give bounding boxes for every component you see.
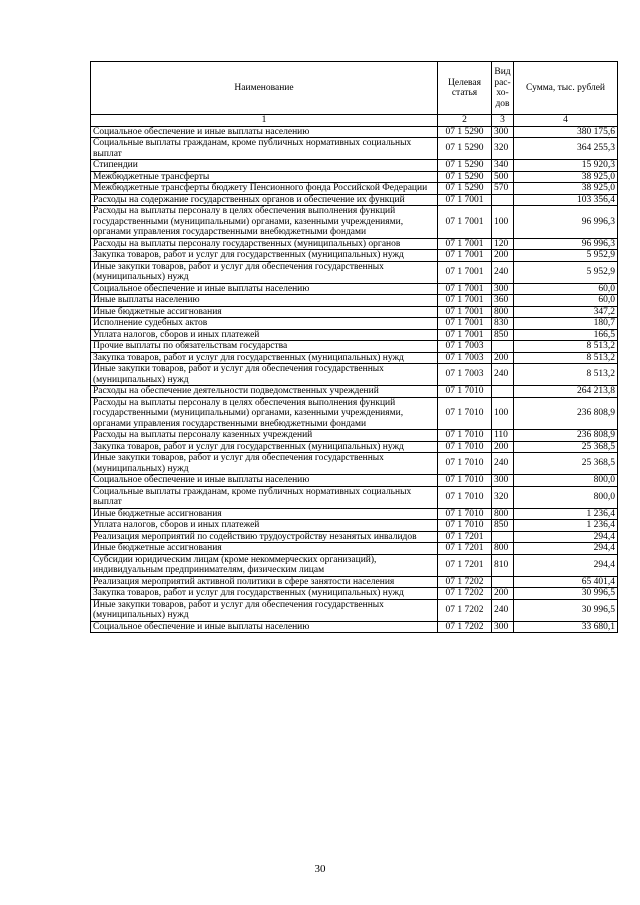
row-name: Иные закупки товаров, работ и услуг для обеспечения государственных (муниципальных) нужд: [91, 599, 438, 621]
table-row: [91, 588, 618, 600]
row-sum: 25 368,5: [514, 453, 618, 475]
row-target-code: 07 1 7010: [438, 475, 492, 487]
row-target-code: 07 1 5290: [438, 138, 492, 160]
row-target-code: 07 1 5290: [438, 183, 492, 195]
table-row: [91, 621, 618, 633]
row-expense-kind: 800: [492, 508, 514, 520]
row-sum: 380 175,6: [514, 126, 618, 138]
column-number: 4: [514, 115, 618, 127]
row-expense-kind: 340: [492, 160, 514, 172]
row-target-code: 07 1 7010: [438, 397, 492, 430]
row-expense-kind: 300: [492, 283, 514, 295]
row-sum: 294,4: [514, 554, 618, 576]
row-expense-kind: 320: [492, 138, 514, 160]
row-name: Иные закупки товаров, работ и услуг для обеспечения государственных (муниципальных) нужд: [91, 364, 438, 386]
row-target-code: 07 1 7003: [438, 364, 492, 386]
row-target-code: 07 1 7003: [438, 352, 492, 364]
row-target-code: 07 1 7010: [438, 386, 492, 398]
row-target-code: 07 1 7001: [438, 295, 492, 307]
row-expense-kind: 200: [492, 441, 514, 453]
row-target-code: 07 1 5290: [438, 171, 492, 183]
row-name: Социальное обеспечение и иные выплаты населению: [91, 475, 438, 487]
row-expense-kind: 570: [492, 183, 514, 195]
row-name: Реализация мероприятий по содействию трудоустройству незанятых инвалидов: [91, 531, 438, 543]
row-sum: 38 925,0: [514, 183, 618, 195]
row-sum: 800,0: [514, 486, 618, 508]
row-sum: 60,0: [514, 283, 618, 295]
row-expense-kind: [492, 531, 514, 543]
table-row: [91, 441, 618, 453]
row-sum: 96 996,3: [514, 238, 618, 250]
row-target-code: 07 1 7001: [438, 261, 492, 283]
row-name: Закупка товаров, работ и услуг для государственных (муниципальных) нужд: [91, 250, 438, 262]
row-sum: 5 952,9: [514, 261, 618, 283]
table-row: [91, 318, 618, 330]
table-row: [91, 386, 618, 398]
row-sum: 800,0: [514, 475, 618, 487]
row-expense-kind: 240: [492, 599, 514, 621]
row-sum: 8 513,2: [514, 341, 618, 353]
row-name: Межбюджетные трансферты: [91, 171, 438, 183]
table-row: [91, 453, 618, 475]
table-row: [91, 261, 618, 283]
table-row: [91, 531, 618, 543]
row-expense-kind: 850: [492, 520, 514, 532]
row-target-code: 07 1 7001: [438, 206, 492, 239]
row-target-code: 07 1 7001: [438, 329, 492, 341]
row-expense-kind: [492, 341, 514, 353]
row-target-code: 07 1 7001: [438, 250, 492, 262]
header-kind: Вид рас- хо- дов: [492, 62, 514, 115]
row-expense-kind: 120: [492, 238, 514, 250]
table-row: [91, 138, 618, 160]
row-target-code: 07 1 7010: [438, 508, 492, 520]
row-target-code: 07 1 5290: [438, 160, 492, 172]
row-sum: 33 680,1: [514, 621, 618, 633]
column-number: 3: [492, 115, 514, 127]
row-name: Закупка товаров, работ и услуг для государственных (муниципальных) нужд: [91, 441, 438, 453]
row-name: Реализация мероприятий активной политики в сфере занятости населения: [91, 576, 438, 588]
row-name: Расходы на выплаты персоналу в целях обеспечения выполнения функций государственными (муниципальными) органами, казенными учреждениями, органами управления государственными внебюджетными фондами: [91, 397, 438, 430]
table-row: [91, 283, 618, 295]
row-name: Иные бюджетные ассигнования: [91, 543, 438, 555]
table-row: [91, 238, 618, 250]
table-row: [91, 599, 618, 621]
table-row: [91, 329, 618, 341]
row-name: Субсидии юридическим лицам (кроме некоммерческих организаций), индивидуальным предпринимателям, физическим лицам: [91, 554, 438, 576]
row-sum: 8 513,2: [514, 352, 618, 364]
row-expense-kind: 300: [492, 621, 514, 633]
table-row: [91, 250, 618, 262]
row-sum: 30 996,5: [514, 588, 618, 600]
row-expense-kind: 800: [492, 543, 514, 555]
row-sum: 236 808,9: [514, 430, 618, 442]
row-target-code: 07 1 7202: [438, 599, 492, 621]
row-target-code: 07 1 7201: [438, 531, 492, 543]
row-expense-kind: 110: [492, 430, 514, 442]
column-number: 1: [91, 115, 438, 127]
row-target-code: 07 1 7001: [438, 306, 492, 318]
row-name: Иные закупки товаров, работ и услуг для обеспечения государственных (муниципальных) нужд: [91, 261, 438, 283]
table-row: [91, 430, 618, 442]
row-name: Социальное обеспечение и иные выплаты населению: [91, 621, 438, 633]
row-sum: 38 925,0: [514, 171, 618, 183]
table-row: [91, 171, 618, 183]
row-expense-kind: 300: [492, 126, 514, 138]
row-sum: 103 356,4: [514, 194, 618, 206]
table-row: [91, 352, 618, 364]
row-name: Расходы на выплаты персоналу казенных учреждений: [91, 430, 438, 442]
row-name: Социальное обеспечение и иные выплаты населению: [91, 126, 438, 138]
row-target-code: 07 1 7202: [438, 588, 492, 600]
row-name: Иные закупки товаров, работ и услуг для обеспечения государственных (муниципальных) нужд: [91, 453, 438, 475]
row-name: Расходы на выплаты персоналу государственных (муниципальных) органов: [91, 238, 438, 250]
row-target-code: 07 1 7202: [438, 576, 492, 588]
table-row: [91, 183, 618, 195]
table-row: [91, 160, 618, 172]
header-code: Целевая статья: [438, 62, 492, 115]
row-sum: 294,4: [514, 531, 618, 543]
header-name: Наименование: [91, 62, 438, 115]
column-number: 2: [438, 115, 492, 127]
table-row: [91, 508, 618, 520]
row-sum: 166,5: [514, 329, 618, 341]
row-target-code: 07 1 7003: [438, 341, 492, 353]
table-body: [91, 126, 618, 633]
table-row: [91, 397, 618, 430]
row-expense-kind: [492, 194, 514, 206]
row-sum: 180,7: [514, 318, 618, 330]
row-expense-kind: 100: [492, 397, 514, 430]
row-target-code: 07 1 7201: [438, 554, 492, 576]
row-sum: 364 255,3: [514, 138, 618, 160]
row-sum: 30 996,5: [514, 599, 618, 621]
row-target-code: 07 1 7010: [438, 486, 492, 508]
table-row: [91, 475, 618, 487]
budget-table: [90, 61, 618, 633]
row-target-code: 07 1 7010: [438, 441, 492, 453]
page-number: 30: [314, 863, 326, 875]
table-row: [91, 576, 618, 588]
row-name: Уплата налогов, сборов и иных платежей: [91, 520, 438, 532]
row-expense-kind: 500: [492, 171, 514, 183]
row-name: Иные выплаты населению: [91, 295, 438, 307]
row-sum: 1 236,4: [514, 520, 618, 532]
row-target-code: 07 1 7001: [438, 318, 492, 330]
table-row: [91, 194, 618, 206]
row-name: Иные бюджетные ассигнования: [91, 508, 438, 520]
row-target-code: 07 1 7001: [438, 283, 492, 295]
row-target-code: 07 1 7001: [438, 238, 492, 250]
row-name: Прочие выплаты по обязательствам государства: [91, 341, 438, 353]
row-expense-kind: [492, 386, 514, 398]
row-sum: 8 513,2: [514, 364, 618, 386]
row-expense-kind: 240: [492, 453, 514, 475]
table-row: [91, 364, 618, 386]
row-name: Иные бюджетные ассигнования: [91, 306, 438, 318]
row-sum: 236 808,9: [514, 397, 618, 430]
table-row: [91, 520, 618, 532]
row-expense-kind: 300: [492, 475, 514, 487]
table-row: [91, 126, 618, 138]
row-expense-kind: 100: [492, 206, 514, 239]
column-number-row: [91, 115, 618, 127]
row-target-code: 07 1 7010: [438, 453, 492, 475]
row-expense-kind: 850: [492, 329, 514, 341]
row-target-code: 07 1 7202: [438, 621, 492, 633]
row-expense-kind: 360: [492, 295, 514, 307]
row-name: Исполнение судебных актов: [91, 318, 438, 330]
row-target-code: 07 1 7201: [438, 543, 492, 555]
row-name: Расходы на содержание государственных органов и обеспечение их функций: [91, 194, 438, 206]
row-target-code: 07 1 7001: [438, 194, 492, 206]
table-row: [91, 554, 618, 576]
row-sum: 15 920,3: [514, 160, 618, 172]
table-row: [91, 295, 618, 307]
row-name: Социальное обеспечение и иные выплаты населению: [91, 283, 438, 295]
row-target-code: 07 1 5290: [438, 126, 492, 138]
row-name: Закупка товаров, работ и услуг для государственных (муниципальных) нужд: [91, 588, 438, 600]
row-sum: 65 401,4: [514, 576, 618, 588]
row-sum: 60,0: [514, 295, 618, 307]
row-sum: 294,4: [514, 543, 618, 555]
row-sum: 1 236,4: [514, 508, 618, 520]
row-name: Стипендии: [91, 160, 438, 172]
row-name: Уплата налогов, сборов и иных платежей: [91, 329, 438, 341]
row-name: Социальные выплаты гражданам, кроме публичных нормативных социальных выплат: [91, 486, 438, 508]
table-row: [91, 486, 618, 508]
header-row: [91, 62, 618, 115]
table-row: [91, 306, 618, 318]
table-row: [91, 543, 618, 555]
row-expense-kind: [492, 576, 514, 588]
row-expense-kind: 200: [492, 352, 514, 364]
table-row: [91, 341, 618, 353]
row-name: Межбюджетные трансферты бюджету Пенсионного фонда Российской Федерации: [91, 183, 438, 195]
row-name: Расходы на обеспечение деятельности подведомственных учреждений: [91, 386, 438, 398]
row-expense-kind: 810: [492, 554, 514, 576]
row-expense-kind: 800: [492, 306, 514, 318]
row-sum: 5 952,9: [514, 250, 618, 262]
header-sum: Сумма, тыс. рублей: [514, 62, 618, 115]
row-sum: 347,2: [514, 306, 618, 318]
row-expense-kind: 200: [492, 250, 514, 262]
row-name: Расходы на выплаты персоналу в целях обеспечения выполнения функций государственными (муниципальными) органами, казенными учреждениями, органами управления государственными внебюджетными фондами: [91, 206, 438, 239]
row-expense-kind: 240: [492, 261, 514, 283]
row-expense-kind: 200: [492, 588, 514, 600]
row-expense-kind: 240: [492, 364, 514, 386]
row-name: Закупка товаров, работ и услуг для государственных (муниципальных) нужд: [91, 352, 438, 364]
row-target-code: 07 1 7010: [438, 520, 492, 532]
row-sum: 264 213,8: [514, 386, 618, 398]
row-name: Социальные выплаты гражданам, кроме публичных нормативных социальных выплат: [91, 138, 438, 160]
table-row: [91, 206, 618, 239]
row-sum: 96 996,3: [514, 206, 618, 239]
row-sum: 25 368,5: [514, 441, 618, 453]
row-expense-kind: 830: [492, 318, 514, 330]
row-target-code: 07 1 7010: [438, 430, 492, 442]
row-expense-kind: 320: [492, 486, 514, 508]
